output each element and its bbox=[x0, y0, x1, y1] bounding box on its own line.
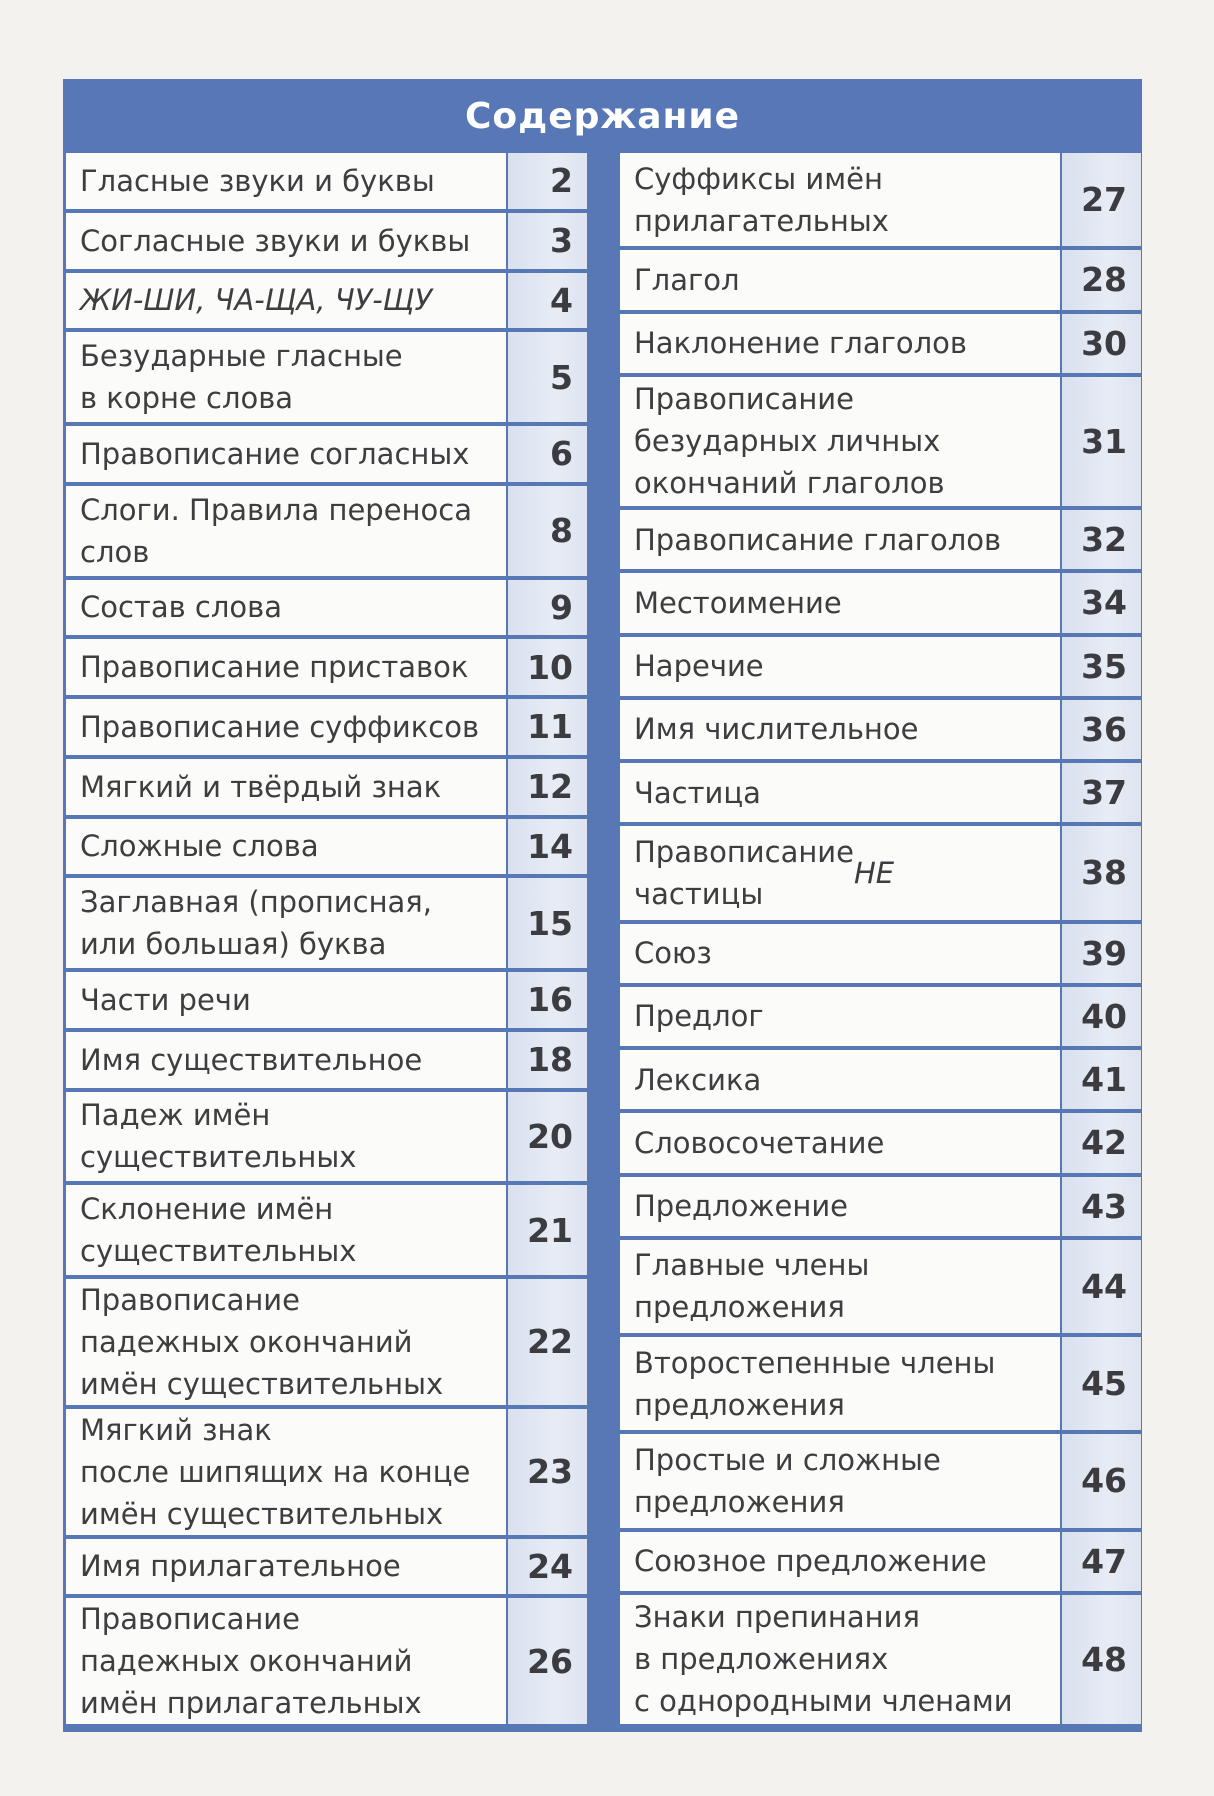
toc-entry[interactable] bbox=[66, 426, 587, 482]
toc-entry-title: Частица bbox=[620, 763, 1060, 822]
toc-entry[interactable] bbox=[620, 250, 1141, 309]
toc-entry-page-number: 36 bbox=[1062, 700, 1141, 759]
toc-entry[interactable] bbox=[66, 699, 587, 755]
toc-entry-page-number: 18 bbox=[508, 1032, 587, 1088]
toc-entry[interactable] bbox=[66, 153, 587, 209]
toc-entry-title: Правописание частицы НЕ bbox=[620, 826, 1060, 919]
toc-entry[interactable] bbox=[66, 878, 587, 968]
toc-entry[interactable] bbox=[620, 987, 1141, 1046]
toc-entry[interactable] bbox=[66, 759, 587, 815]
toc-entry[interactable] bbox=[66, 1032, 587, 1088]
toc-entry-page-number: 39 bbox=[1062, 924, 1141, 983]
toc-entry-title: Местоимение bbox=[620, 573, 1060, 632]
toc-entry[interactable] bbox=[620, 637, 1141, 696]
toc-entry-page-number: 23 bbox=[508, 1409, 587, 1535]
toc-entry-title: Предложение bbox=[620, 1177, 1060, 1236]
toc-entry-title: Правописание приставок bbox=[66, 639, 506, 695]
toc-entry[interactable] bbox=[66, 332, 587, 422]
toc-entry-title: Заглавная (прописная, или большая) буква bbox=[66, 878, 506, 968]
toc-entry-title: ЖИ-ШИ, ЧА-ЩА, ЧУ-ЩУ bbox=[66, 273, 506, 329]
toc-entry-title: Правописание падежных окончаний имён существительных bbox=[66, 1279, 506, 1405]
toc-entry-title: Гласные звуки и буквы bbox=[66, 153, 506, 209]
toc-entry[interactable] bbox=[620, 1337, 1141, 1430]
toc-entry-page-number: 31 bbox=[1062, 377, 1141, 506]
toc-entry-page-number: 24 bbox=[508, 1539, 587, 1595]
toc-entry[interactable] bbox=[620, 1532, 1141, 1591]
toc-entry-page-number: 38 bbox=[1062, 826, 1141, 919]
toc-entry-title: Союз bbox=[620, 924, 1060, 983]
toc-entry-page-number: 30 bbox=[1062, 314, 1141, 373]
toc-entry[interactable] bbox=[66, 1409, 587, 1535]
toc-entry-page-number: 21 bbox=[508, 1185, 587, 1275]
toc-entry-title-italic: НЕ bbox=[854, 855, 895, 890]
toc-entry-page-number: 41 bbox=[1062, 1050, 1141, 1109]
toc-entry-page-number: 47 bbox=[1062, 1532, 1141, 1591]
toc-entry-page-number: 26 bbox=[508, 1598, 587, 1724]
toc-entry-page-number: 22 bbox=[508, 1279, 587, 1405]
toc-entry-title: Имя числительное bbox=[620, 700, 1060, 759]
toc-entry[interactable] bbox=[620, 153, 1141, 246]
toc-entry-page-number: 15 bbox=[508, 878, 587, 968]
toc-entry-title: Имя существительное bbox=[66, 1032, 506, 1088]
toc-entry-title: Союзное предложение bbox=[620, 1532, 1060, 1591]
toc-entry-page-number: 16 bbox=[508, 972, 587, 1028]
toc-entry-title: Правописание суффиксов bbox=[66, 699, 506, 755]
toc-entry-page-number: 4 bbox=[508, 273, 587, 329]
toc-entry-title: Безударные гласные в корне слова bbox=[66, 332, 506, 422]
toc-entry[interactable] bbox=[66, 1279, 587, 1405]
toc-right-column bbox=[620, 153, 1141, 1728]
toc-entry[interactable] bbox=[620, 700, 1141, 759]
toc-entry-page-number: 6 bbox=[508, 426, 587, 482]
toc-entry-page-number: 35 bbox=[1062, 637, 1141, 696]
toc-entry-page-number: 5 bbox=[508, 332, 587, 422]
toc-entry-title: Глагол bbox=[620, 250, 1060, 309]
toc-entry-title: Правописание согласных bbox=[66, 426, 506, 482]
toc-entry-title: Имя прилагательное bbox=[66, 1539, 506, 1595]
toc-entry-page-number: 20 bbox=[508, 1092, 587, 1182]
toc-entry-page-number: 11 bbox=[508, 699, 587, 755]
toc-entry-page-number: 37 bbox=[1062, 763, 1141, 822]
toc-entry-page-number: 48 bbox=[1062, 1595, 1141, 1724]
toc-entry-page-number: 44 bbox=[1062, 1240, 1141, 1333]
toc-entry-title: Предлог bbox=[620, 987, 1060, 1046]
toc-entry[interactable] bbox=[66, 1092, 587, 1182]
toc-entry-title: Второстепенные члены предложения bbox=[620, 1337, 1060, 1430]
toc-entry[interactable] bbox=[66, 819, 587, 875]
toc-entry-page-number: 8 bbox=[508, 486, 587, 576]
toc-entry-title: Сложные слова bbox=[66, 819, 506, 875]
toc-entry-page-number: 34 bbox=[1062, 573, 1141, 632]
toc-entry-page-number: 43 bbox=[1062, 1177, 1141, 1236]
toc-entry[interactable] bbox=[66, 1185, 587, 1275]
toc-entry-page-number: 40 bbox=[1062, 987, 1141, 1046]
toc-entry-page-number: 45 bbox=[1062, 1337, 1141, 1430]
toc-title: Содержание bbox=[63, 79, 1142, 153]
toc-entry-title: Части речи bbox=[66, 972, 506, 1028]
toc-entry-title: Словосочетание bbox=[620, 1113, 1060, 1172]
toc-entry-title: Главные члены предложения bbox=[620, 1240, 1060, 1333]
toc-entry[interactable] bbox=[620, 826, 1141, 919]
toc-entry-title: Наречие bbox=[620, 637, 1060, 696]
toc-entry-title: Правописание падежных окончаний имён прилагательных bbox=[66, 1598, 506, 1724]
toc-entry-page-number: 10 bbox=[508, 639, 587, 695]
toc-entry[interactable] bbox=[620, 1434, 1141, 1527]
toc-entry[interactable] bbox=[66, 486, 587, 576]
toc-entry-title: Склонение имён существительных bbox=[66, 1185, 506, 1275]
toc-entry[interactable] bbox=[620, 573, 1141, 632]
toc-entry-title: Простые и сложные предложения bbox=[620, 1434, 1060, 1527]
toc-entry[interactable] bbox=[620, 314, 1141, 373]
toc-entry-title: Согласные звуки и буквы bbox=[66, 213, 506, 269]
toc-left-column bbox=[66, 153, 587, 1728]
toc-entry-title: Правописание глаголов bbox=[620, 510, 1060, 569]
toc-entry[interactable] bbox=[620, 1240, 1141, 1333]
toc-entry[interactable] bbox=[620, 763, 1141, 822]
toc-entry-page-number: 28 bbox=[1062, 250, 1141, 309]
toc-entry-title: Наклонение глаголов bbox=[620, 314, 1060, 373]
toc-entry-title: Суффиксы имён прилагательных bbox=[620, 153, 1060, 246]
toc-entry-page-number: 27 bbox=[1062, 153, 1141, 246]
toc-entry[interactable] bbox=[620, 1595, 1141, 1724]
toc-entry[interactable] bbox=[620, 924, 1141, 983]
toc-entry[interactable] bbox=[620, 377, 1141, 506]
toc-entry-page-number: 46 bbox=[1062, 1434, 1141, 1527]
toc-entry-title: Лексика bbox=[620, 1050, 1060, 1109]
toc-entry[interactable] bbox=[66, 972, 587, 1028]
toc-entry-title: Знаки препинания в предложениях с однородными членами bbox=[620, 1595, 1060, 1724]
toc-entry-page-number: 32 bbox=[1062, 510, 1141, 569]
toc-entry-title: Мягкий знак после шипящих на конце имён существительных bbox=[66, 1409, 506, 1535]
toc-entry[interactable] bbox=[620, 1177, 1141, 1236]
toc-entry-page-number: 3 bbox=[508, 213, 587, 269]
table-of-contents bbox=[63, 79, 1142, 1732]
toc-entry[interactable] bbox=[620, 1113, 1141, 1172]
toc-entry-title: Падеж имён существительных bbox=[66, 1092, 506, 1182]
toc-entry-page-number: 12 bbox=[508, 759, 587, 815]
toc-entry-page-number: 9 bbox=[508, 580, 587, 636]
toc-entry-page-number: 14 bbox=[508, 819, 587, 875]
toc-entry-page-number: 42 bbox=[1062, 1113, 1141, 1172]
toc-entry[interactable] bbox=[66, 580, 587, 636]
toc-entry[interactable] bbox=[66, 1598, 587, 1724]
toc-entry-title: Слоги. Правила переноса слов bbox=[66, 486, 506, 576]
toc-entry[interactable] bbox=[66, 639, 587, 695]
toc-entry[interactable] bbox=[66, 273, 587, 329]
toc-entry[interactable] bbox=[620, 1050, 1141, 1109]
toc-entry-page-number: 2 bbox=[508, 153, 587, 209]
toc-entry[interactable] bbox=[66, 213, 587, 269]
toc-entry-title: Состав слова bbox=[66, 580, 506, 636]
toc-entry[interactable] bbox=[620, 510, 1141, 569]
toc-entry-title: Правописание безударных личных окончаний глаголов bbox=[620, 377, 1060, 506]
toc-entry[interactable] bbox=[66, 1539, 587, 1595]
toc-entry-title: Мягкий и твёрдый знак bbox=[66, 759, 506, 815]
